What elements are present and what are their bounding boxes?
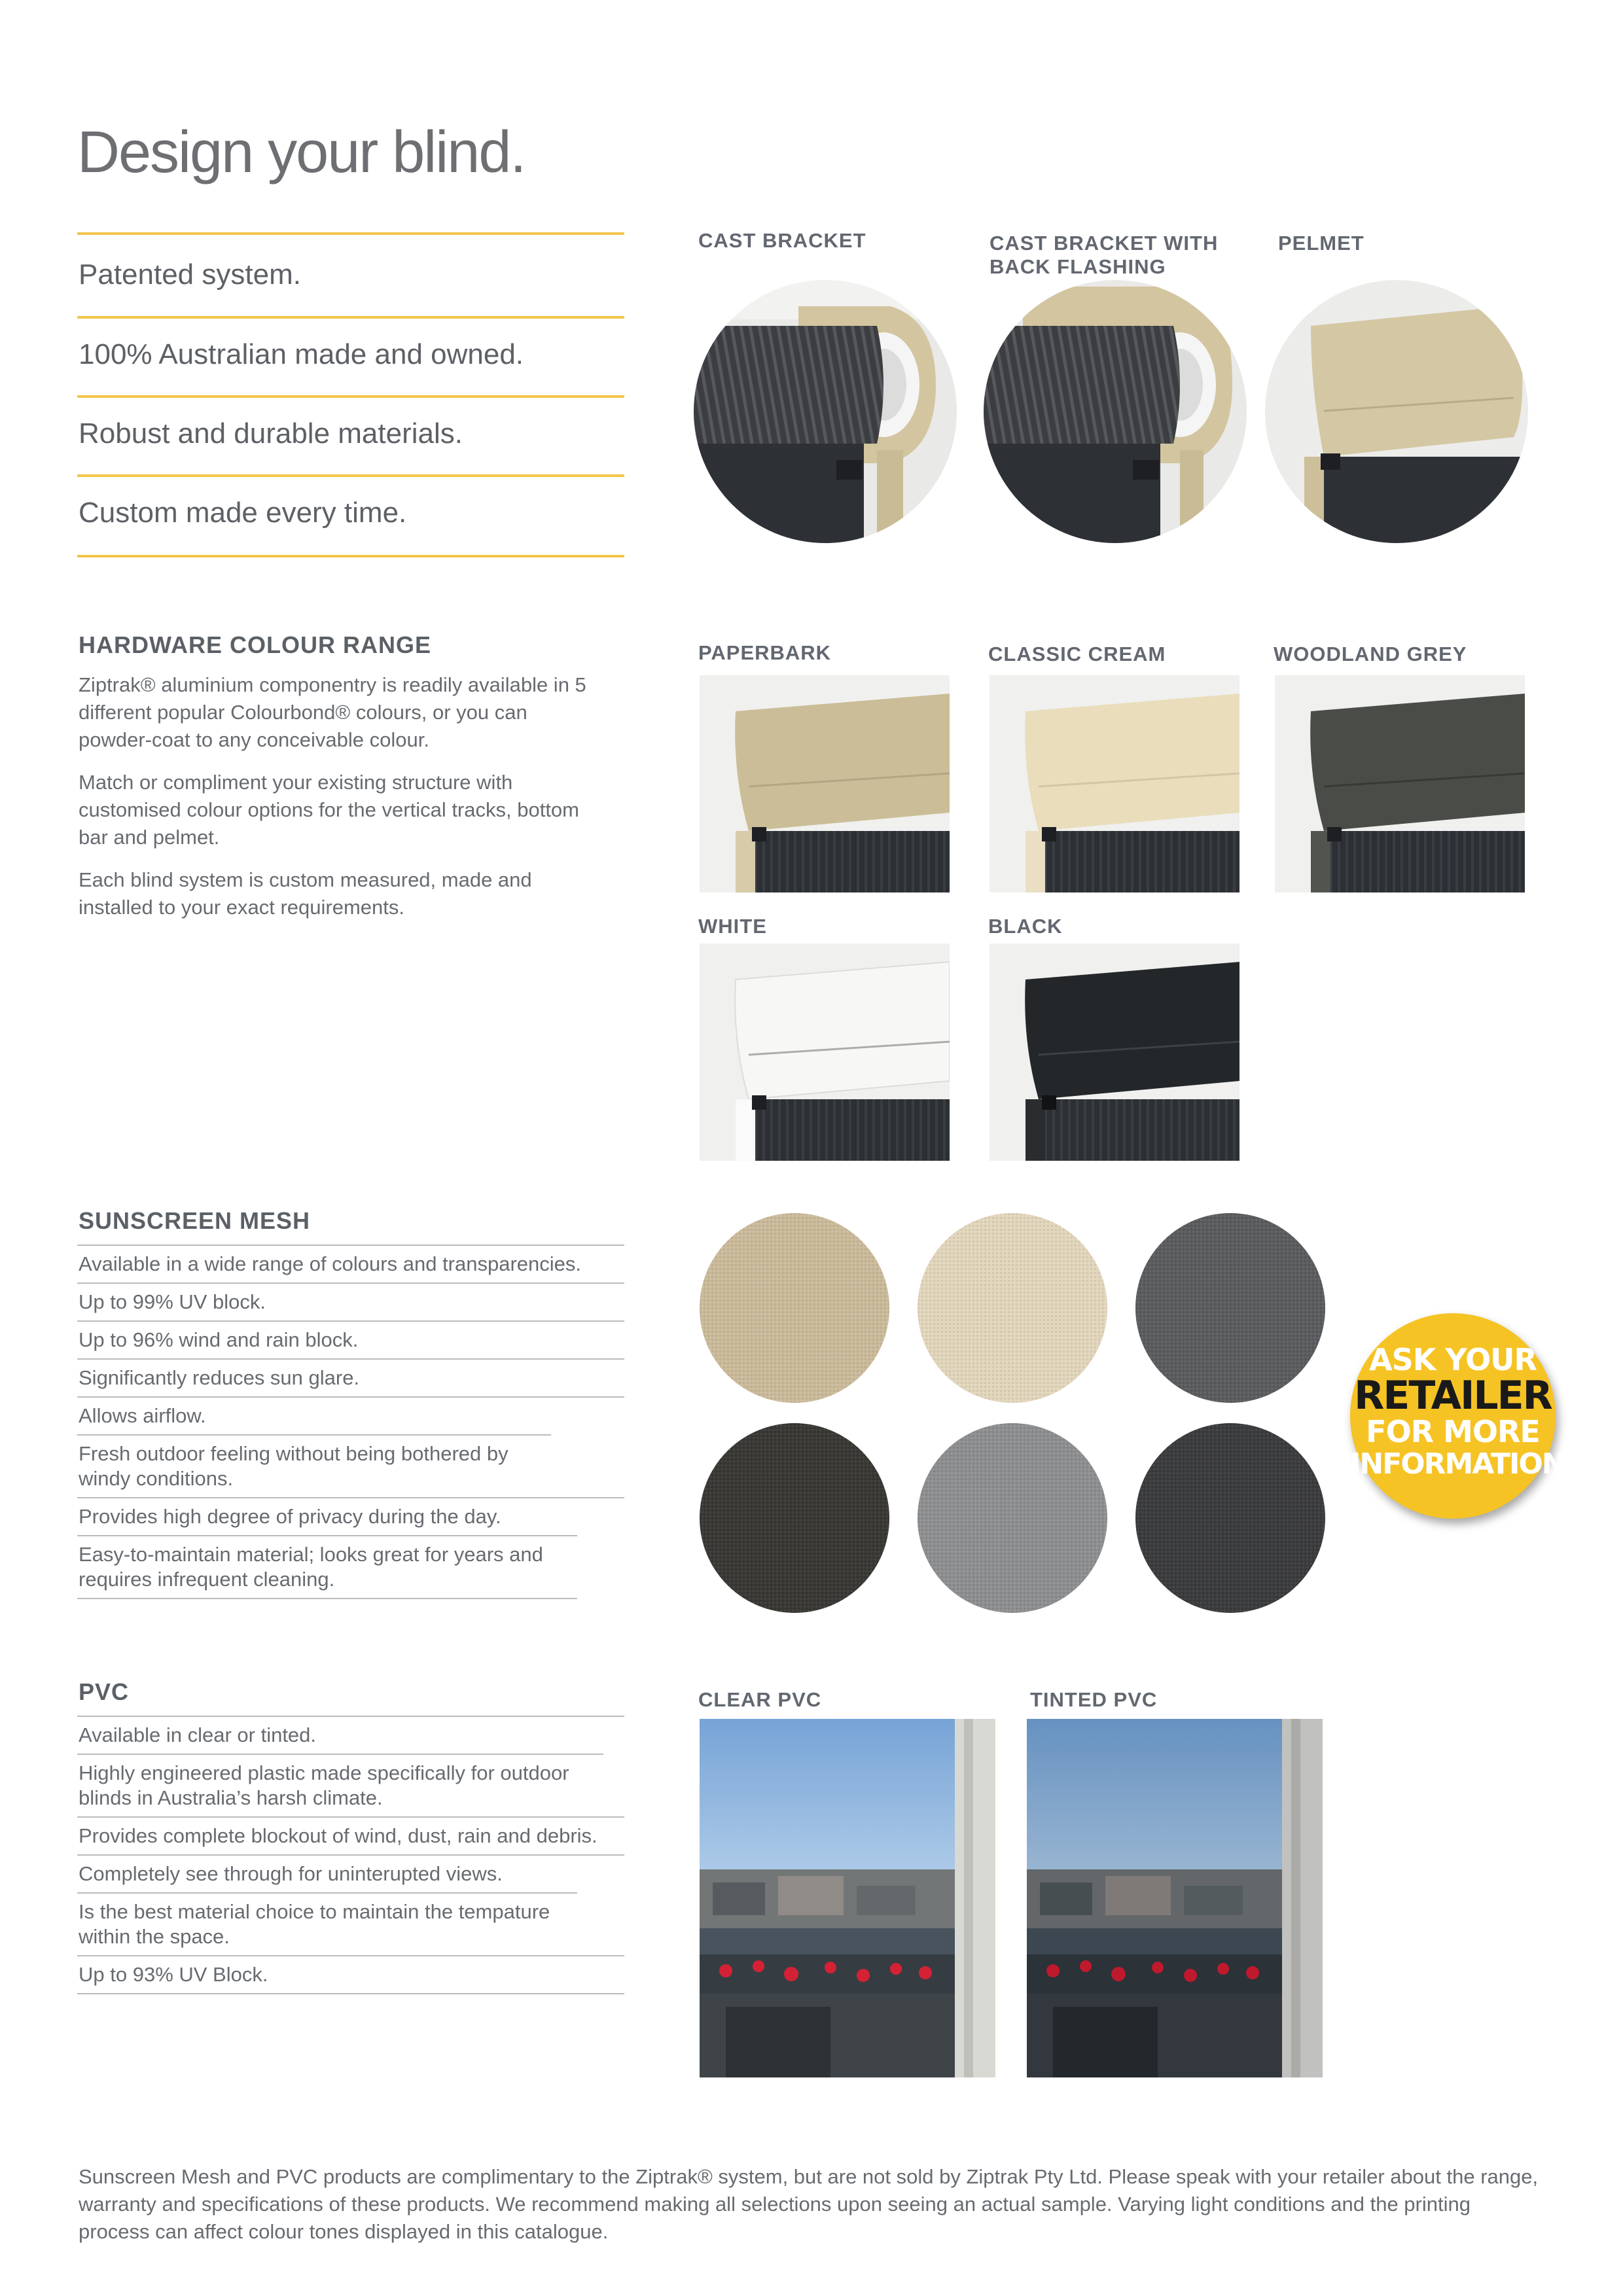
badge-line: FOR MORE (1366, 1414, 1540, 1449)
mesh-heading: SUNSCREEN MESH (79, 1207, 311, 1234)
pvc-label-tinted: TINTED PVC (1030, 1688, 1158, 1711)
mesh-swatch (918, 1423, 1107, 1613)
list-item: Easy-to-maintain material; looks great for years and requires infrequent cleaning. (77, 1535, 577, 1599)
divider (77, 316, 624, 319)
list-item: Is the best material choice to maintain the tempature within the space. (77, 1892, 577, 1955)
colour-label-white: WHITE (698, 915, 767, 938)
list-item: Fresh outdoor feeling without being bothered by windy conditions. (77, 1434, 551, 1497)
list-item: Allows airflow. (77, 1396, 624, 1434)
pvc-feature-list (77, 1716, 624, 1994)
cast-bracket-flashing-image (984, 280, 1247, 543)
list-item: Up to 93% UV Block. (77, 1955, 624, 1994)
mesh-swatch (700, 1213, 889, 1403)
feature-item: Patented system. (79, 258, 301, 291)
colour-tile-white (700, 944, 950, 1161)
colour-tile-black (990, 944, 1240, 1161)
colour-label-classic-cream: CLASSIC CREAM (988, 643, 1166, 665)
list-item: Significantly reduces sun glare. (77, 1358, 624, 1396)
hardware-paragraph: Match or compliment your existing structure with customised colour options for the vertical tracks, bottom bar and pelmet. (79, 771, 579, 849)
list-item: Provides high degree of privacy during the day. (77, 1497, 624, 1535)
badge-line: RETAILER (1354, 1373, 1552, 1419)
list-item: Completely see through for uninterupted views. (77, 1854, 624, 1892)
clear-pvc-image (700, 1719, 995, 2077)
list-item: Highly engineered plastic made specifically for outdoor blinds in Australia’s harsh climate. (77, 1754, 603, 1816)
pelmet-image (1265, 280, 1528, 543)
tinted-pvc-image (1027, 1719, 1323, 2077)
feature-item: Robust and durable materials. (79, 417, 463, 450)
feature-item: Custom made every time. (79, 497, 407, 529)
hardware-paragraph: Ziptrak® aluminium componentry is readily available in 5 different popular Colourbond® colours, or you can powder-coat to any conceivable colour. (79, 673, 586, 751)
list-item: Up to 99% UV block. (77, 1282, 624, 1320)
hardware-heading: HARDWARE COLOUR RANGE (79, 631, 431, 658)
list-item: Provides complete blockout of wind, dust, rain and debris. (77, 1816, 624, 1854)
colour-label-paperbark: PAPERBARK (698, 641, 832, 664)
divider (77, 474, 624, 477)
colour-label-black: BLACK (988, 915, 1063, 938)
bracket-label-cast-flashing: CAST BRACKET WITH BACK FLASHING (990, 232, 1219, 278)
cast-bracket-image (694, 280, 957, 543)
divider (77, 232, 624, 235)
mesh-swatch (700, 1423, 889, 1613)
hardware-paragraph: Each blind system is custom measured, made and installed to your exact requirements. (79, 868, 532, 919)
mesh-feature-list (77, 1245, 624, 1599)
mesh-swatch (1135, 1423, 1325, 1613)
badge-line: ASK YOUR (1369, 1342, 1537, 1377)
list-item: Available in clear or tinted. (77, 1716, 624, 1754)
ask-retailer-badge (1350, 1313, 1565, 1519)
bracket-label-pelmet: PELMET (1278, 232, 1364, 255)
footer-disclaimer: Sunscreen Mesh and PVC products are complimentary to the Ziptrak® system, but are not sold by Ziptrak Pty Ltd. Please speak with your retailer about the range, warranty and specifications of these products. We recommend making all selections upon seeing an actual sample. Varying light conditions and the printing process can affect colour tones displayed in this catalogue. (79, 2165, 1539, 2243)
bracket-label-cast: CAST BRACKET (698, 229, 866, 252)
mesh-swatch (918, 1213, 1107, 1403)
divider (77, 555, 624, 557)
page-title: Design your blind. (77, 120, 526, 185)
pvc-label-clear: CLEAR PVC (698, 1688, 822, 1711)
colour-label-woodland-grey: WOODLAND GREY (1274, 643, 1467, 665)
mesh-swatch (1135, 1213, 1325, 1403)
colour-tile-paperbark (700, 675, 950, 892)
list-item: Available in a wide range of colours and transparencies. (77, 1245, 624, 1282)
list-item: Up to 96% wind and rain block. (77, 1320, 624, 1358)
colour-tile-woodland-grey (1275, 675, 1525, 892)
feature-item: 100% Australian made and owned. (79, 338, 524, 370)
pvc-heading: PVC (79, 1678, 130, 1705)
badge-line: INFORMATION (1350, 1447, 1565, 1481)
colour-tile-classic-cream (990, 675, 1240, 892)
divider (77, 395, 624, 398)
